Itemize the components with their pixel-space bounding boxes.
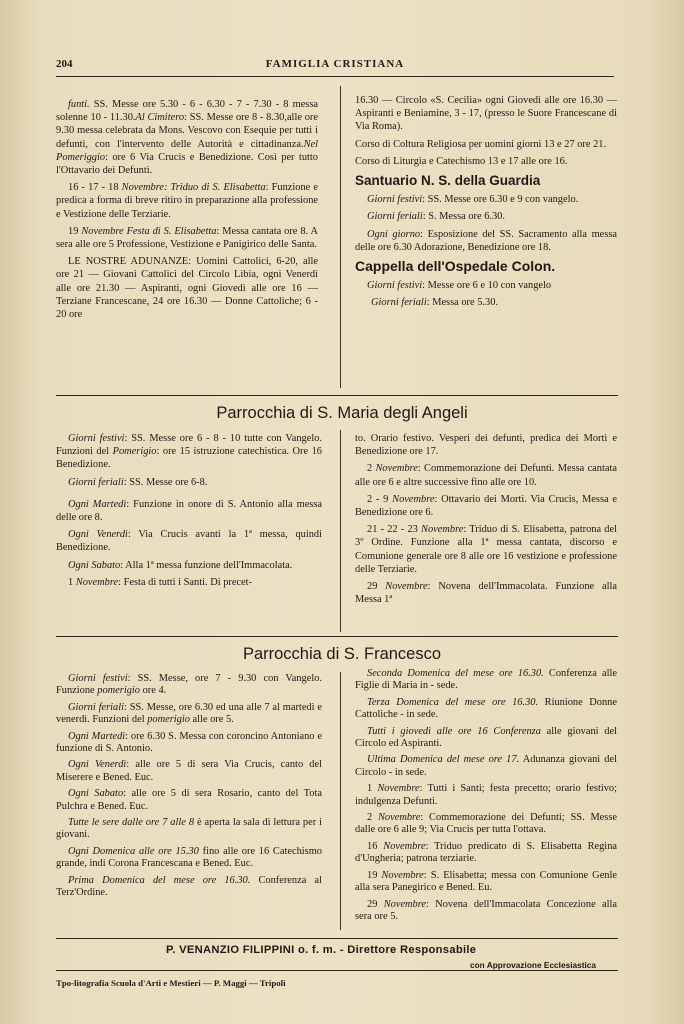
- angeli-left-paragraph-2: [56, 498, 322, 524]
- text-run: 2: [367, 463, 376, 475]
- text-run: Conferenza alle Figlie di Maria in - sede.: [355, 668, 618, 692]
- text-run: Novembre: [385, 581, 428, 593]
- top-left-paragraph-2: [56, 225, 318, 251]
- cappella-heading: Cappella dell'Ospedale Colon.: [355, 258, 556, 275]
- text-run: Corso di Coltura Religiosa per uomini giorni 13 e 27 ore 21.: [355, 138, 607, 150]
- angeli-right-paragraph-4: [355, 580, 617, 606]
- text-run: Prima Domenica del mese ore 16.30.: [68, 874, 251, 886]
- francesco-left-paragraph-6: [56, 846, 322, 871]
- text-run: : Messa ore 5.30.: [426, 297, 498, 309]
- text-run: Novembre: [377, 783, 420, 795]
- francesco-right-paragraph-1: [355, 697, 617, 722]
- cappella-paras-paragraph-0: [355, 279, 617, 292]
- top-right-paras-paragraph-0: [355, 94, 617, 134]
- text-run: Ogni giorno: [367, 228, 421, 240]
- francesco-right-paragraph-0: [355, 668, 617, 693]
- top-right-paras-paragraph-2: [355, 155, 617, 168]
- francesco-right-column: [355, 668, 617, 927]
- text-run: 19: [367, 869, 382, 881]
- cappella-paras-paragraph-1: [355, 296, 617, 309]
- text-run: Giorni festivi: [367, 194, 423, 206]
- text-run: Novembre: [383, 898, 427, 910]
- text-run: : S. Messa ore 6.30.: [422, 211, 505, 223]
- francesco-section-title: Parrocchia di S. Francesco: [242, 645, 442, 663]
- top-left-paragraph-0: [56, 98, 318, 177]
- footer-rule: [56, 938, 618, 939]
- angeli-left-paragraph-5: [56, 576, 322, 589]
- section-rule-1: [56, 395, 618, 396]
- text-run: pomerigio: [147, 714, 190, 726]
- top-right-column: [355, 94, 617, 314]
- text-run: Novembre: [378, 812, 421, 824]
- text-run: Novembre Festa di S. Elisabetta: [81, 225, 217, 237]
- footer-rule-2: [56, 970, 618, 971]
- francesco-right-paragraph-5: [355, 812, 617, 837]
- francesco-left-paragraph-1: [56, 702, 322, 727]
- text-run: : Funzione in onore di S. Antonio alla messa delle ore 8.: [56, 498, 322, 524]
- text-run: : ore 15 istruzione catechistica. Ore 16 Benedizione.: [56, 446, 322, 471]
- top-right-paras-paragraph-1: [355, 138, 617, 151]
- francesco-right-paragraph-3: [355, 754, 617, 779]
- header-rule: [56, 76, 614, 77]
- text-run: Tutti i giovedì alle ore 16 Conferenza: [367, 725, 541, 737]
- text-run: Giorni feriali: [68, 476, 124, 488]
- angeli-right-column: [355, 432, 617, 610]
- angeli-right-paragraph-0: [355, 432, 617, 458]
- francesco-right-paragraph-8: [355, 899, 617, 924]
- santuario-paras-paragraph-0: [355, 193, 617, 206]
- text-run: Novembre: Triduo di S. Elisabetta: [121, 182, 266, 194]
- text-run: Novembre: [75, 576, 119, 588]
- santuario-heading: Santuario N. S. della Guardia: [355, 173, 541, 189]
- text-run: Terza Domenica del mese ore 16.30.: [367, 696, 539, 708]
- text-run: : SS. Messe, ore 6.30 ed una alle 7 al martedì e venerdì. Funzioni del: [56, 701, 322, 726]
- francesco-left-paragraph-7: [56, 875, 322, 900]
- francesco-right-paragraph-6: [355, 841, 617, 866]
- text-run: : SS. Messe ore 6.30 e 9 con vangelo.: [422, 194, 579, 206]
- angeli-right-paragraph-1: [355, 462, 617, 488]
- text-run: : SS. Messe, ore 7 - 9.30 con Vangelo. Funzione: [56, 673, 322, 697]
- text-run: SS. Messe ore 5.30 - 6 - 6.30 - 7 - 7.30 - 8 messa solenne 10 - 11.30.: [56, 99, 318, 124]
- text-run: : Funzione e predica a forma di breve ritiro in preparazione alla professione e Vestizione delle Terziarie.: [56, 182, 318, 220]
- text-run: 16 - 17 - 18: [68, 182, 122, 194]
- text-run: : SS. Messe ore 8 - 8.30,alle ore 9.30 messa celebrata da Mons. Vescovo con Esequie per tutti i defunti, con l'intervento delle Autorità e cittadinanza.: [56, 112, 318, 150]
- text-run: Novembre: [421, 524, 464, 536]
- francesco-right-paragraph-7: [355, 870, 617, 895]
- column-divider-angeli: [340, 430, 341, 632]
- text-run: : Via Crucis avanti la 1ª messa, quindi Benedizione.: [56, 529, 322, 554]
- text-run: : Tutti i Santi; festa precetto; orario festivo; indulgenza Defunti.: [355, 783, 617, 807]
- text-run: 2 - 9: [367, 493, 393, 505]
- text-run: Conferenza al Terz'Ordine.: [56, 874, 322, 899]
- column-divider-top: [340, 86, 341, 388]
- text-run: Riunione Donne Cattoliche - in sede.: [355, 696, 617, 721]
- top-left-paragraph-3: [56, 255, 318, 321]
- francesco-left-paragraph-0: [56, 673, 322, 698]
- angeli-section-title: Parrocchia di S. Maria degli Angeli: [216, 404, 468, 422]
- text-run: 1: [68, 576, 76, 588]
- francesco-right-paragraph-4: [355, 783, 617, 808]
- text-run: : S. Elisabetta; messa con Comunione Genle alla sera Panegirico e Bened. Eu.: [355, 869, 617, 894]
- text-run: alle giovani del Circolo ed Aspiranti.: [355, 725, 617, 750]
- ecclesiastical-approval: con Approvazione Ecclesiastica: [470, 960, 597, 970]
- text-run: Ogni Sabato: [68, 559, 121, 571]
- text-run: fino alle ore 16 Catechismo grande, indi Corona Francescana e Bened. Euc.: [56, 845, 322, 870]
- text-run: 19: [68, 225, 82, 237]
- text-run: : SS. Messe ore 6-8.: [123, 476, 208, 488]
- text-run: : Messe ore 6 e 10 con vangelo: [422, 280, 552, 292]
- text-run: to. Orario festivo. Vesperi dei defunti, predica dei Morti e Benedizione ore 17.: [355, 433, 617, 458]
- francesco-left-paragraph-3: [56, 759, 322, 784]
- text-run: Ultima Domenica del mese ore 17.: [367, 754, 520, 766]
- text-run: : Triduo di S. Elisabetta, patrona del 3º Ordine. Funzione alla 1ª messa cantata, discorso e Comunione generale ore 8 alle ore 16 vestizione e professione delle Terziarie.: [355, 524, 617, 575]
- text-run: funti.: [68, 99, 90, 110]
- text-run: : ore 6.30 S. Messa con coroncino Antoniano e funzione di S. Antonio.: [56, 730, 323, 755]
- text-run: : alle ore 5 di sera Via Crucis, canto del Miserere e Bened. Euc.: [56, 759, 322, 783]
- text-run: : Commemorazione dei Defunti; SS. Messe dalle ore 6 alle 9; Via Crucis per tutta l'ottava.: [355, 812, 617, 836]
- text-run: : Festa di tutti i Santi. Di precet-: [118, 576, 253, 588]
- text-run: alle ore 5.: [189, 714, 234, 726]
- text-run: Ogni Sabato: [68, 788, 124, 800]
- text-run: : Alla 1ª messa funzione dell'Immacolata.: [120, 559, 293, 571]
- page-header: [56, 58, 614, 76]
- text-run: Novembre: [375, 463, 418, 475]
- top-left-paragraph-1: [56, 181, 318, 221]
- text-run: : Messa cantata ore 8. A sera alle ore 5 Professione, Vestizione e Panigirico delle Santa.: [56, 225, 318, 251]
- francesco-left-paragraph-5: [56, 817, 322, 842]
- santuario-paragraphs: [355, 193, 617, 254]
- text-run: : alle ore 5 di sera Rosario, canto del Tota Pulchra e Bened. Euc.: [56, 788, 322, 812]
- text-run: 29: [367, 581, 386, 593]
- text-run: Adunanza giovani del Circolo - in sede.: [355, 754, 617, 778]
- text-run: LE NOSTRE ADUNANZE: Uomini Cattolici, 6-20, alle ore 21 — Giovani Cattolici del Circolo Libia, ogni Venerdì alle ore 21.30 — Aspiranti, ogni Giovedì alle ore 16 — Terziane Francescane, 24 ore 16.30 — Donne Cattoliche; 6 - 20 ore: [56, 256, 318, 321]
- francesco-left-paragraph-2: [56, 731, 322, 756]
- text-run: Al Cimitero: [135, 112, 185, 124]
- page-number: 204: [56, 58, 73, 70]
- francesco-left-column: [56, 673, 322, 904]
- angeli-right-paragraph-3: [355, 523, 617, 576]
- text-run: : ore 6 Via Crucis e Benedizione. Così per tutto l'Ottavario dei Defunti.: [56, 151, 318, 177]
- text-run: Ogni Martedì: [68, 730, 126, 742]
- text-run: : Ottavario dei Morti. Via Crucis, Messa e Benedizione ore 6.: [355, 493, 617, 519]
- text-run: Seconda Domenica del mese ore 16.30.: [367, 668, 544, 679]
- text-run: Tutte le sere dalle ore 7 alle 8: [68, 817, 195, 829]
- text-run: 29: [367, 898, 384, 910]
- text-run: 2: [367, 812, 378, 824]
- text-run: è aperta la sala di lettura per i giovani.: [56, 817, 322, 841]
- text-run: ore 4.: [140, 685, 167, 697]
- text-run: Ogni Domenica alle ore 15.30: [68, 845, 199, 857]
- text-run: Novembre: [392, 493, 435, 505]
- angeli-left-paragraph-1: [56, 476, 322, 489]
- text-run: 16.30 — Circolo «S. Cecilia» ogni Giovedì alle ore 16.30 — Aspiranti e Beniamine, 3 - 17, (presso le Suore Francescane di Via Roma).: [355, 95, 617, 133]
- text-run: Corso di Liturgia e Catechismo 13 e 17 alle ore 16.: [355, 155, 568, 167]
- text-run: : Commemorazione dei Defunti. Messa cantata alle ore 6 e altre successive fino alle ore 10.: [355, 463, 617, 488]
- text-run: : SS. Messe ore 6 - 8 - 10 tutte con Vangelo. Funzioni del: [56, 433, 322, 458]
- text-run: 1: [367, 783, 378, 795]
- section-rule-2: [56, 636, 618, 637]
- text-run: Giorni festivi: [68, 673, 128, 684]
- text-run: Ogni Venerdì: [68, 759, 127, 771]
- publication-title: FAMIGLIA CRISTIANA: [265, 58, 405, 70]
- top-left-column: [56, 98, 318, 325]
- text-run: Novembre: [383, 840, 426, 852]
- text-run: Giorni festivi: [367, 280, 423, 292]
- text-run: : Esposizione del SS. Sacramento alla messa delle ore 6.30 Adorazione, Benedizione ore 18.: [355, 228, 617, 253]
- text-run: Nel Pomeriggio: [56, 138, 318, 163]
- text-run: 21 - 22 - 23: [367, 524, 422, 536]
- text-run: Pomerigio: [112, 446, 157, 458]
- text-run: pomerigio: [97, 685, 140, 697]
- santuario-paras-paragraph-1: [355, 210, 617, 223]
- angeli-right-paragraph-2: [355, 493, 617, 519]
- angeli-left-paragraph-3: [56, 528, 322, 554]
- angeli-left-paragraph-4: [56, 559, 322, 572]
- text-run: : Novena dell'Immacolata Concezione alla sera ore 5.: [355, 898, 617, 922]
- angeli-left-column: [56, 432, 322, 593]
- santuario-paras-paragraph-2: [355, 228, 617, 254]
- text-run: Novembre: [381, 869, 424, 881]
- text-run: Giorni feriali: [68, 701, 124, 713]
- angeli-left-paragraph-0: [56, 432, 322, 472]
- column-divider-francesco: [340, 672, 341, 930]
- text-run: Ogni Martedì: [68, 498, 127, 510]
- text-run: Giorni feriali: [371, 297, 427, 309]
- printer-imprint: Tpo-litografia Scuola d'Arti e Mestieri — P. Maggi — Tripoli: [56, 978, 286, 988]
- text-run: 16: [367, 840, 384, 852]
- top-right-paragraphs: [355, 94, 617, 168]
- text-run: : Novena dell'Immacolata. Funzione alla Messa 1ª: [355, 581, 617, 606]
- francesco-left-paragraph-4: [56, 788, 322, 813]
- francesco-right-paragraph-2: [355, 726, 617, 751]
- text-run: : Triduo predicato di S. Elisabetta Regina d'Ungheria; patrona terziarie.: [355, 840, 617, 865]
- text-run: Ogni Venerdì: [68, 529, 128, 541]
- text-run: Giorni feriali: [367, 211, 423, 223]
- cappella-paragraphs: [355, 279, 617, 309]
- text-run: Giorni festivi: [68, 433, 125, 444]
- director-responsible: P. VENANZIO FILIPPINI o. f. m. - Direttore Responsabile: [166, 944, 477, 956]
